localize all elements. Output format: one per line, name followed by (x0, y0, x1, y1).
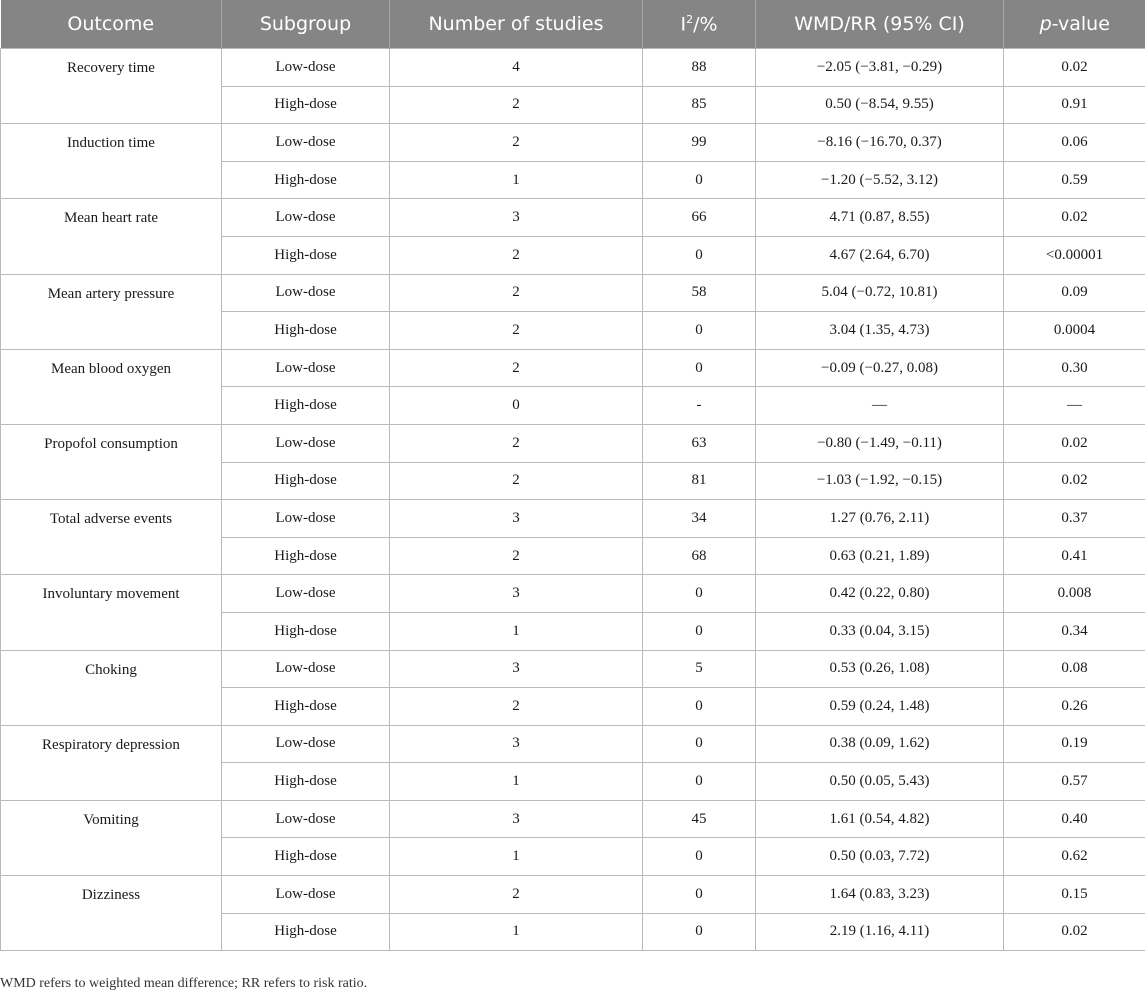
table-row (1, 725, 1145, 763)
outcome-cell: Involuntary movement (1, 575, 222, 650)
effect-cell: 4.71 (0.87, 8.55) (756, 199, 1004, 237)
i2-cell: 63 (643, 424, 756, 462)
i2-cell: 0 (643, 236, 756, 274)
table-row (1, 199, 1145, 237)
p-value-cell: 0.91 (1004, 86, 1145, 124)
outcome-cell: Mean heart rate (1, 199, 222, 274)
subgroup-cell: High-dose (222, 161, 390, 199)
outcome-cell: Dizziness (1, 876, 222, 951)
subgroup-cell: High-dose (222, 763, 390, 801)
i2-cell: 0 (643, 876, 756, 914)
studies-cell: 3 (390, 500, 643, 538)
p-value-cell: 0.15 (1004, 876, 1145, 914)
i2-cell: 0 (643, 838, 756, 876)
effect-cell: 0.50 (−8.54, 9.55) (756, 86, 1004, 124)
p-value-cell: 0.26 (1004, 688, 1145, 726)
i2-cell: 99 (643, 124, 756, 162)
i2-cell: 34 (643, 500, 756, 538)
studies-cell: 1 (390, 612, 643, 650)
subgroup-cell: High-dose (222, 913, 390, 951)
effect-cell: 0.53 (0.26, 1.08) (756, 650, 1004, 688)
studies-cell: 1 (390, 838, 643, 876)
header-row (1, 0, 1145, 49)
p-value-cell: 0.30 (1004, 349, 1145, 387)
p-value-cell: 0.59 (1004, 161, 1145, 199)
subgroup-cell: High-dose (222, 312, 390, 350)
table-row (1, 650, 1145, 688)
p-value-cell: 0.008 (1004, 575, 1145, 613)
p-value-cell: 0.40 (1004, 800, 1145, 838)
outcome-cell: Mean blood oxygen (1, 349, 222, 424)
outcome-cell: Mean artery pressure (1, 274, 222, 349)
p-value-cell: 0.02 (1004, 49, 1145, 87)
header-p-value (1004, 0, 1145, 49)
effect-cell: — (756, 387, 1004, 425)
studies-cell: 2 (390, 274, 643, 312)
subgroup-cell: High-dose (222, 462, 390, 500)
effect-cell: 1.61 (0.54, 4.82) (756, 800, 1004, 838)
i2-cell: 0 (643, 913, 756, 951)
i2-cell: 0 (643, 725, 756, 763)
table-row (1, 349, 1145, 387)
subgroup-cell: Low-dose (222, 49, 390, 87)
table-row (1, 424, 1145, 462)
table-footnote: WMD refers to weighted mean difference; RR refers to risk ratio. (0, 976, 368, 991)
table-row (1, 124, 1145, 162)
subgroup-cell: Low-dose (222, 199, 390, 237)
p-value-cell: — (1004, 387, 1145, 425)
studies-cell: 1 (390, 161, 643, 199)
outcome-cell: Induction time (1, 124, 222, 199)
header-outcome: Outcome (1, 0, 222, 49)
studies-cell: 2 (390, 462, 643, 500)
studies-cell: 4 (390, 49, 643, 87)
studies-cell: 2 (390, 86, 643, 124)
subgroup-cell: Low-dose (222, 876, 390, 914)
p-value-cell: 0.02 (1004, 913, 1145, 951)
i2-cell: 0 (643, 612, 756, 650)
effect-cell: 3.04 (1.35, 4.73) (756, 312, 1004, 350)
outcome-cell: Vomiting (1, 800, 222, 875)
subgroup-cell: High-dose (222, 86, 390, 124)
table-body (1, 49, 1145, 951)
i2-cell: 5 (643, 650, 756, 688)
i2-cell: - (643, 387, 756, 425)
i2-cell: 85 (643, 86, 756, 124)
subgroup-cell: Low-dose (222, 500, 390, 538)
studies-cell: 3 (390, 725, 643, 763)
header-i2-base: I (680, 13, 687, 36)
effect-cell: 1.27 (0.76, 2.11) (756, 500, 1004, 538)
studies-cell: 2 (390, 124, 643, 162)
subgroup-cell: Low-dose (222, 349, 390, 387)
studies-cell: 2 (390, 876, 643, 914)
studies-cell: 2 (390, 312, 643, 350)
subgroup-cell: High-dose (222, 387, 390, 425)
effect-cell: −2.05 (−3.81, −0.29) (756, 49, 1004, 87)
p-value-cell: 0.62 (1004, 838, 1145, 876)
studies-cell: 3 (390, 800, 643, 838)
i2-cell: 0 (643, 349, 756, 387)
subgroup-cell: High-dose (222, 612, 390, 650)
effect-cell: 0.33 (0.04, 3.15) (756, 612, 1004, 650)
p-value-cell: 0.02 (1004, 199, 1145, 237)
header-i2-sup: 2 (686, 12, 694, 26)
p-value-cell: 0.19 (1004, 725, 1145, 763)
p-value-cell: 0.0004 (1004, 312, 1145, 350)
table-row (1, 575, 1145, 613)
effect-cell: 0.50 (0.05, 5.43) (756, 763, 1004, 801)
studies-cell: 2 (390, 236, 643, 274)
subgroup-cell: High-dose (222, 537, 390, 575)
effect-cell: −0.80 (−1.49, −0.11) (756, 424, 1004, 462)
i2-cell: 58 (643, 274, 756, 312)
p-value-cell: <0.00001 (1004, 236, 1145, 274)
header-p-suffix: -value (1051, 13, 1110, 35)
effect-cell: −1.03 (−1.92, −0.15) (756, 462, 1004, 500)
i2-cell: 66 (643, 199, 756, 237)
table-row (1, 49, 1145, 87)
table-row (1, 876, 1145, 914)
studies-cell: 2 (390, 688, 643, 726)
p-value-cell: 0.02 (1004, 462, 1145, 500)
subgroup-cell: High-dose (222, 688, 390, 726)
header-i2-suffix: /% (693, 13, 718, 36)
effect-cell: 4.67 (2.64, 6.70) (756, 236, 1004, 274)
studies-cell: 3 (390, 650, 643, 688)
effect-cell: −1.20 (−5.52, 3.12) (756, 161, 1004, 199)
header-subgroup: Subgroup (222, 0, 390, 49)
studies-cell: 0 (390, 387, 643, 425)
p-value-cell: 0.02 (1004, 424, 1145, 462)
studies-cell: 1 (390, 913, 643, 951)
p-value-cell: 0.34 (1004, 612, 1145, 650)
outcome-cell: Recovery time (1, 49, 222, 124)
i2-cell: 0 (643, 763, 756, 801)
subgroup-cell: High-dose (222, 236, 390, 274)
effect-cell: 1.64 (0.83, 3.23) (756, 876, 1004, 914)
i2-cell: 68 (643, 537, 756, 575)
effect-cell: 5.04 (−0.72, 10.81) (756, 274, 1004, 312)
p-value-cell: 0.41 (1004, 537, 1145, 575)
p-value-cell: 0.09 (1004, 274, 1145, 312)
studies-cell: 2 (390, 349, 643, 387)
header-i2 (643, 0, 756, 49)
subgroup-cell: Low-dose (222, 274, 390, 312)
subgroup-cell: Low-dose (222, 575, 390, 613)
effect-cell: 0.63 (0.21, 1.89) (756, 537, 1004, 575)
effect-cell: 0.50 (0.03, 7.72) (756, 838, 1004, 876)
effect-cell: −8.16 (−16.70, 0.37) (756, 124, 1004, 162)
effect-cell: 2.19 (1.16, 4.11) (756, 913, 1004, 951)
effect-cell: 0.42 (0.22, 0.80) (756, 575, 1004, 613)
studies-cell: 3 (390, 199, 643, 237)
subgroup-cell: Low-dose (222, 725, 390, 763)
effect-cell: 0.59 (0.24, 1.48) (756, 688, 1004, 726)
subgroup-cell: Low-dose (222, 124, 390, 162)
studies-cell: 3 (390, 575, 643, 613)
studies-cell: 1 (390, 763, 643, 801)
studies-cell: 2 (390, 537, 643, 575)
table-row (1, 274, 1145, 312)
p-value-cell: 0.06 (1004, 124, 1145, 162)
outcome-cell: Total adverse events (1, 500, 222, 575)
subgroup-cell: High-dose (222, 838, 390, 876)
i2-cell: 81 (643, 462, 756, 500)
i2-cell: 45 (643, 800, 756, 838)
i2-cell: 0 (643, 688, 756, 726)
i2-cell: 0 (643, 575, 756, 613)
header-p-italic: p (1039, 13, 1052, 35)
table-row (1, 500, 1145, 538)
i2-cell: 0 (643, 312, 756, 350)
subgroup-cell: Low-dose (222, 800, 390, 838)
effect-cell: −0.09 (−0.27, 0.08) (756, 349, 1004, 387)
i2-cell: 88 (643, 49, 756, 87)
outcome-cell: Propofol consumption (1, 424, 222, 499)
effect-cell: 0.38 (0.09, 1.62) (756, 725, 1004, 763)
studies-cell: 2 (390, 424, 643, 462)
subgroup-cell: Low-dose (222, 424, 390, 462)
p-value-cell: 0.57 (1004, 763, 1145, 801)
p-value-cell: 0.37 (1004, 500, 1145, 538)
header-studies: Number of studies (390, 0, 643, 49)
subgroup-cell: Low-dose (222, 650, 390, 688)
table-row (1, 800, 1145, 838)
outcome-cell: Respiratory depression (1, 725, 222, 800)
p-value-cell: 0.08 (1004, 650, 1145, 688)
outcome-cell: Choking (1, 650, 222, 725)
i2-cell: 0 (643, 161, 756, 199)
header-effect: WMD/RR (95% CI) (756, 0, 1004, 49)
